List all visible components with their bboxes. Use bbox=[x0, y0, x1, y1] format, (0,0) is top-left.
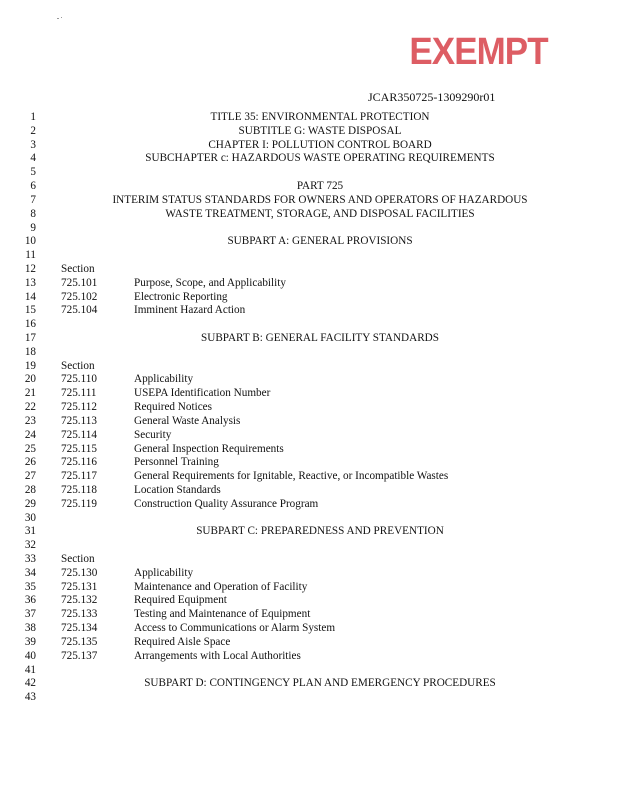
section-number: 725.101 bbox=[61, 276, 98, 289]
section-column-label bbox=[54, 360, 586, 374]
toc-entry bbox=[54, 277, 586, 291]
line-number: 41 bbox=[24, 663, 36, 676]
part-heading: PART 725 bbox=[296, 180, 344, 193]
toc-entry bbox=[54, 636, 586, 650]
line-number: 1 bbox=[30, 111, 36, 123]
line-number: 2 bbox=[30, 124, 36, 137]
section-title: Applicability bbox=[134, 373, 194, 386]
section-number: 725.137 bbox=[61, 649, 98, 662]
line-number: 17 bbox=[24, 332, 36, 344]
section-title: Required Aisle Space bbox=[134, 635, 231, 648]
line-number: 3 bbox=[30, 138, 36, 151]
section-title: General Inspection Requirements bbox=[134, 442, 284, 455]
line-number: 34 bbox=[24, 566, 36, 579]
blank-line bbox=[54, 512, 586, 526]
subchapter-heading: SUBCHAPTER c: HAZARDOUS WASTE OPERATING REQUIREMENTS bbox=[145, 152, 495, 165]
toc-entry bbox=[54, 415, 586, 429]
line-number: 42 bbox=[24, 677, 36, 690]
section-title: Location Standards bbox=[134, 483, 221, 496]
toc-entry bbox=[54, 304, 586, 318]
line-number: 40 bbox=[24, 649, 36, 662]
toc-entry bbox=[54, 498, 586, 512]
line-number: 5 bbox=[30, 166, 36, 179]
line-number: 18 bbox=[24, 345, 36, 358]
line-number: 35 bbox=[24, 580, 36, 593]
section-number: 725.116 bbox=[61, 456, 97, 469]
toc-entry bbox=[54, 456, 586, 470]
section-number: 725.112 bbox=[61, 401, 97, 414]
section-number: 725.102 bbox=[61, 290, 98, 303]
line-number: 39 bbox=[24, 635, 36, 648]
line-number: 36 bbox=[24, 594, 36, 607]
toc-entry bbox=[54, 484, 586, 498]
blank-line bbox=[54, 318, 586, 332]
section-number: 725.134 bbox=[61, 622, 98, 635]
line-number: 38 bbox=[24, 622, 36, 635]
blank-line bbox=[54, 691, 586, 705]
subpart-d-heading: SUBPART D: CONTINGENCY PLAN AND EMERGENCY PROCEDURES bbox=[144, 677, 496, 690]
section-number: 725.113 bbox=[61, 414, 97, 427]
line-number: 24 bbox=[24, 428, 36, 441]
line-number: 20 bbox=[24, 373, 36, 386]
blank-line bbox=[54, 222, 586, 236]
scan-speck bbox=[57, 18, 59, 19]
section-number: 725.130 bbox=[61, 566, 98, 579]
title-heading: TITLE 35: ENVIRONMENTAL PROTECTION bbox=[210, 111, 430, 123]
subtitle-heading: SUBTITLE G: WASTE DISPOSAL bbox=[238, 124, 402, 137]
scan-speck bbox=[61, 17, 62, 18]
line-number: 27 bbox=[24, 470, 36, 483]
section-number: 725.132 bbox=[61, 594, 98, 607]
line-number: 22 bbox=[24, 401, 36, 414]
toc-entry bbox=[54, 291, 586, 305]
section-title: General Waste Analysis bbox=[134, 414, 241, 427]
document-body bbox=[54, 111, 586, 705]
section-title: Required Notices bbox=[134, 401, 212, 414]
section-title: Personnel Training bbox=[134, 456, 219, 469]
section-number: 725.111 bbox=[61, 387, 97, 400]
toc-entry bbox=[54, 622, 586, 636]
blank-line bbox=[54, 664, 586, 678]
part-title-line: INTERIM STATUS STANDARDS FOR OWNERS AND OPERATORS OF HAZARDOUS bbox=[112, 193, 528, 206]
line-number: 6 bbox=[30, 180, 36, 193]
line-number: 7 bbox=[30, 193, 36, 206]
toc-entry bbox=[54, 401, 586, 415]
line-number: 14 bbox=[24, 290, 36, 303]
section-number: 725.115 bbox=[61, 442, 97, 455]
section-number: 725.110 bbox=[61, 373, 97, 386]
line-number: 11 bbox=[25, 249, 36, 262]
section-number: 725.133 bbox=[61, 608, 98, 621]
section-number: 725.119 bbox=[61, 497, 97, 510]
toc-entry bbox=[54, 581, 586, 595]
section-title: Arrangements with Local Authorities bbox=[134, 649, 301, 662]
section-column-label bbox=[54, 553, 586, 567]
section-title: Access to Communications or Alarm System bbox=[134, 622, 336, 635]
section-number: 725.131 bbox=[61, 580, 98, 593]
section-number: 725.135 bbox=[61, 635, 98, 648]
line-number: 26 bbox=[24, 456, 36, 469]
toc-entry bbox=[54, 373, 586, 387]
line-number: 33 bbox=[24, 553, 36, 565]
blank-line bbox=[54, 166, 586, 180]
line-number: 30 bbox=[24, 511, 36, 524]
exempt-stamp: EXEMPT bbox=[409, 31, 548, 73]
section-number: 725.118 bbox=[61, 483, 97, 496]
chapter-heading: CHAPTER I: POLLUTION CONTROL BOARD bbox=[208, 138, 432, 151]
section-number: 725.114 bbox=[61, 428, 97, 441]
section-number: 725.117 bbox=[61, 470, 97, 483]
toc-entry bbox=[54, 650, 586, 664]
line-number: 16 bbox=[24, 318, 36, 331]
line-number: 25 bbox=[24, 442, 36, 455]
toc-entry bbox=[54, 429, 586, 443]
blank-line bbox=[54, 249, 586, 263]
section-title: General Requirements for Ignitable, Reactive, or Incompatible Wastes bbox=[134, 470, 449, 483]
line-number: 8 bbox=[30, 207, 36, 220]
toc-entry bbox=[54, 608, 586, 622]
line-number: 12 bbox=[24, 262, 36, 275]
line-number: 4 bbox=[30, 152, 36, 165]
section-label: Section bbox=[61, 262, 95, 275]
line-number: 9 bbox=[30, 221, 36, 234]
toc-entry bbox=[54, 594, 586, 608]
section-title: Imminent Hazard Action bbox=[134, 304, 246, 317]
toc-entry bbox=[54, 443, 586, 457]
line-number-column bbox=[0, 111, 36, 705]
section-title: Electronic Reporting bbox=[134, 290, 228, 303]
toc-entry bbox=[54, 470, 586, 484]
part-title-line: WASTE TREATMENT, STORAGE, AND DISPOSAL FACILITIES bbox=[165, 207, 475, 220]
subpart-b-heading: SUBPART B: GENERAL FACILITY STANDARDS bbox=[201, 332, 439, 344]
line-number: 28 bbox=[24, 483, 36, 496]
section-number: 725.104 bbox=[61, 304, 98, 317]
line-number: 37 bbox=[24, 608, 36, 621]
section-title: Construction Quality Assurance Program bbox=[134, 497, 319, 510]
document-id: JCAR350725-1309290r01 bbox=[368, 90, 496, 104]
line-number: 32 bbox=[24, 539, 36, 552]
line-number: 23 bbox=[24, 414, 36, 427]
line-number: 43 bbox=[24, 691, 36, 704]
section-title: Applicability bbox=[134, 566, 194, 579]
toc-entry bbox=[54, 567, 586, 581]
section-title: Security bbox=[134, 428, 172, 441]
subpart-a-heading: SUBPART A: GENERAL PROVISIONS bbox=[227, 235, 413, 248]
subpart-c-heading: SUBPART C: PREPAREDNESS AND PREVENTION bbox=[196, 525, 444, 538]
section-column-label bbox=[54, 263, 586, 277]
toc-entry bbox=[54, 387, 586, 401]
section-title: Maintenance and Operation of Facility bbox=[134, 580, 308, 593]
section-title: Required Equipment bbox=[134, 594, 227, 607]
line-number: 29 bbox=[24, 497, 36, 510]
line-number: 31 bbox=[24, 525, 36, 538]
section-title: USEPA Identification Number bbox=[134, 387, 271, 400]
line-number: 13 bbox=[24, 276, 36, 289]
section-title: Purpose, Scope, and Applicability bbox=[134, 276, 286, 289]
section-title: Testing and Maintenance of Equipment bbox=[134, 608, 311, 621]
blank-line bbox=[54, 346, 586, 360]
line-number: 19 bbox=[24, 359, 36, 372]
section-label: Section bbox=[61, 359, 95, 372]
line-number: 15 bbox=[24, 304, 36, 317]
line-number: 10 bbox=[24, 235, 36, 248]
section-label: Section bbox=[61, 553, 95, 565]
blank-line bbox=[54, 539, 586, 553]
line-number: 21 bbox=[24, 387, 36, 400]
